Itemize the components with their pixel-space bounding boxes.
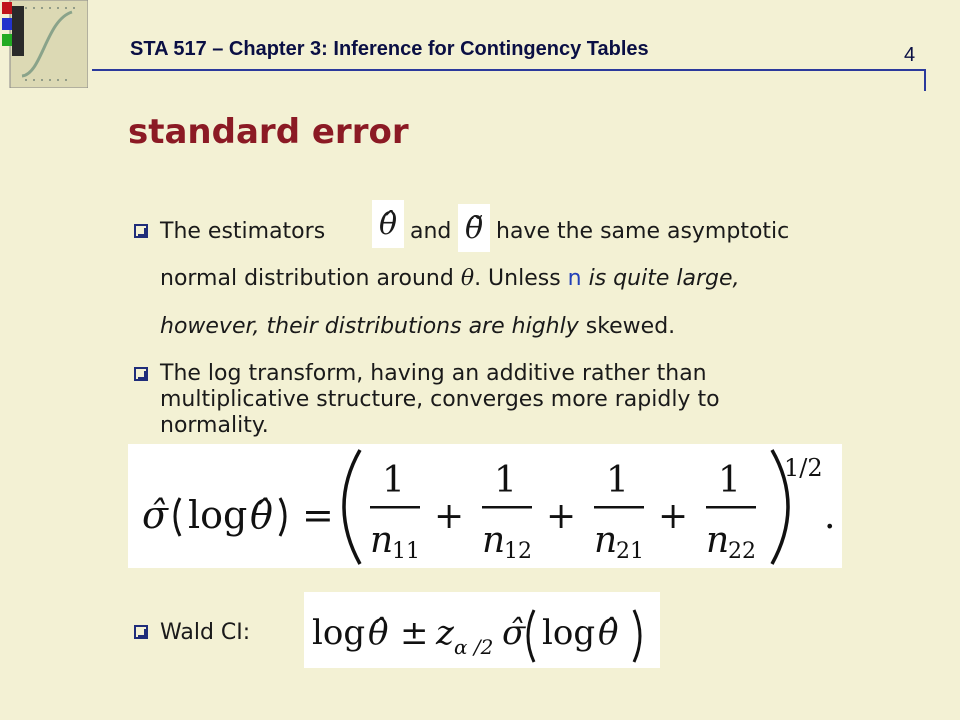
bullet1-text-c: have the same asymptotic (496, 219, 790, 244)
bullet1-line2-a: normal distribution around (160, 266, 454, 291)
denominator-n: n (370, 520, 394, 561)
bullet1-text-b: and (410, 219, 452, 244)
numerator-1: 1 (382, 460, 405, 501)
page-number: 4 (904, 44, 916, 66)
numerator-1: 1 (718, 460, 741, 501)
equals-sign: = (302, 493, 334, 537)
plus-minus-sign: ± (400, 613, 429, 653)
bullet2-line1: The log transform, having an additive rather than (160, 361, 707, 386)
bullet2-line2: multiplicative structure, converges more rapidly to (160, 387, 720, 412)
z-symbol: z (436, 613, 454, 653)
subscript-22: 22 (728, 539, 756, 564)
denominator-n: n (482, 520, 506, 561)
denominator-n: n (594, 520, 618, 561)
checkbox-bullet-icon (134, 224, 148, 238)
wald-ci-label: Wald CI: (160, 620, 251, 645)
theta-hat: θ̂ (598, 613, 619, 653)
log-text: log (542, 613, 596, 653)
numerator-1: 1 (494, 460, 517, 501)
plus-sign: + (434, 496, 465, 537)
log-text: log (188, 493, 248, 537)
sigma-hat: σ̂ (142, 493, 168, 537)
checkbox-bullet-icon (134, 367, 148, 381)
slide-title: standard error (128, 112, 409, 152)
formula-svg (128, 444, 842, 568)
denominator-n: n (706, 520, 730, 561)
plus-sign: + (658, 496, 689, 537)
theta-hat: θ̂ (368, 613, 389, 653)
subscript-21: 21 (616, 539, 644, 564)
bullet1-text-a: The estimators (160, 219, 326, 244)
standard-error-formula (128, 444, 842, 568)
exponent-one-half: 1/2 (784, 454, 823, 482)
theta-symbol: θ (460, 266, 475, 291)
header-rule-tick (924, 69, 926, 91)
theta-hat-symbol: θ̂ (372, 200, 404, 248)
subscript-11: 11 (392, 539, 420, 564)
header-rule (92, 69, 926, 71)
bullet1-line3-a: however, their distributions are highly (160, 314, 579, 339)
bullet1-line3-b: skewed. (578, 314, 676, 339)
period: . (824, 496, 836, 537)
log-text: log (312, 613, 366, 653)
course-logo (2, 0, 88, 88)
theta-tilde-symbol: θ̃ (458, 204, 490, 252)
bullet2-line3: normality. (160, 413, 269, 438)
theta-hat: θ̂ (250, 493, 273, 537)
header-title: STA 517 – Chapter 3: Inference for Contingency Tables (130, 38, 649, 60)
wald-ci-formula (304, 592, 660, 668)
subscript-12: 12 (504, 539, 532, 564)
plus-sign: + (546, 496, 577, 537)
checkbox-bullet-icon (134, 625, 148, 639)
z-subscript: α /2 (454, 635, 494, 659)
n-symbol: n (567, 266, 582, 291)
sigma-hat: σ̂ (502, 613, 526, 653)
bullet1-line2-c: is quite large, (581, 266, 740, 291)
bullet1-line2-b: . Unless (474, 266, 568, 291)
numerator-1: 1 (606, 460, 629, 501)
